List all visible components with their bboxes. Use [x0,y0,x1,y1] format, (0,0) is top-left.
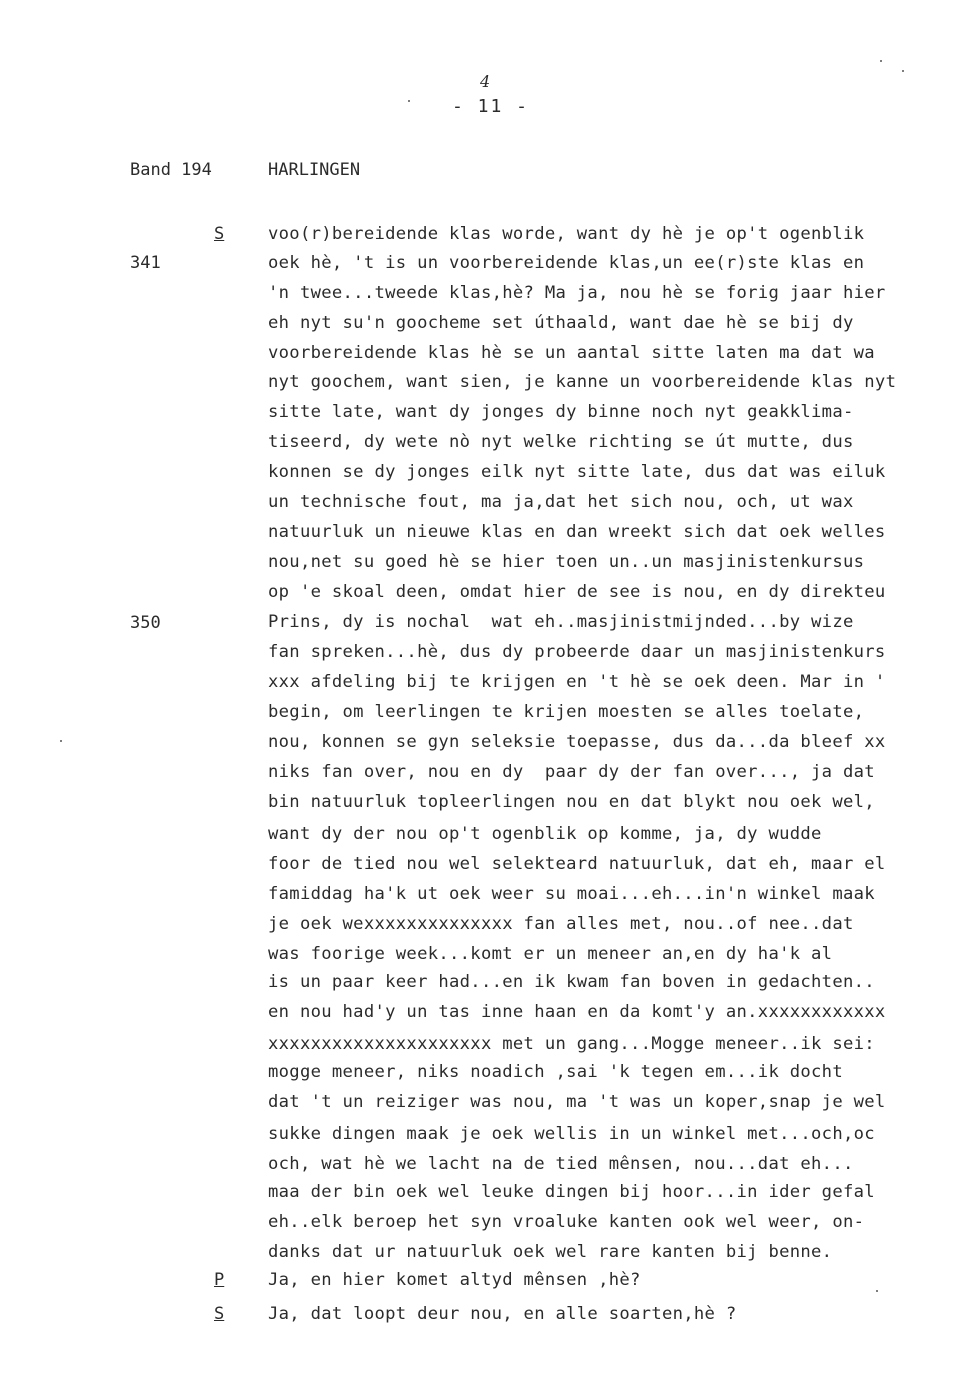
place-label: HARLINGEN [268,160,361,180]
transcript-line: mogge meneer, niks noadich ,sai 'k tegen em...ik docht [268,1062,843,1082]
scan-speck [408,100,410,102]
transcript-line: xxxxxxxxxxxxxxxxxxxxx met un gang...Mogge meneer..ik sei: [268,1034,875,1054]
transcript-line: je oek wexxxxxxxxxxxxxx fan alles met, nou..of nee..dat [268,914,854,934]
transcript-line: bin natuurluk topleerlingen nou en dat blykt nou oek wel, [268,792,875,812]
transcript-line: eh nyt su'n goocheme set úthaald, want dae hè se bij dy [268,313,854,333]
transcript-line: nou, konnen se gyn seleksie toepasse, dus da...da bleef xx [268,732,886,752]
transcript-line: was foorige week...komt er un meneer an,en dy ha'k al [268,944,833,964]
transcript-line: eh..elk beroep het syn vroaluke kanten ook wel weer, on- [268,1212,865,1232]
transcript-line: nyt goochem, want sien, je kanne un voorbereidende klas nyt [268,372,897,392]
transcript-line: maa der bin oek wel leuke dingen bij hoor...in ider gefal [268,1182,875,1202]
transcript-line: och, wat hè we lacht na de tied mênsen, nou...dat eh... [268,1154,854,1174]
transcript-line: voo(r)bereidende klas worde, want dy hè je op't ogenblik [268,224,865,244]
transcript-line: oek hè, 't is un voorbereidende klas,un ee(r)ste klas en [268,253,865,273]
scan-speck [60,740,62,742]
transcript-line: foor de tied nou wel selekteard natuurluk, dat eh, maar el [268,854,886,874]
scan-speck [876,1290,878,1292]
transcript-line: Ja, dat loopt deur nou, en alle soarten,hè ? [268,1304,737,1324]
speaker-label: P [214,1270,225,1290]
transcript-line: sitte late, want dy jonges dy binne noch nyt geakklima- [268,402,854,422]
scan-speck [902,70,904,72]
transcript-line: konnen se dy jonges eilk nyt sitte late, dus dat was eiluk [268,462,886,482]
transcript-line: Prins, dy is nochal wat eh..masjinistmijnded...by wize [268,612,854,632]
transcript-line: Ja, en hier komet altyd mênsen ,hè? [268,1270,641,1290]
transcript-line: sukke dingen maak je oek wellis in un winkel met...och,oc [268,1124,875,1144]
scan-speck [880,60,882,62]
tape-label: Band 194 [130,160,212,180]
margin-line-number: 341 [130,253,161,273]
speaker-label: S [214,224,225,244]
speaker-label: S [214,1304,225,1324]
transcript-line: natuurluk un nieuwe klas en dan wreekt sich dat oek welles [268,522,886,542]
transcript-line: xxx afdeling bij te krijgen en 't hè se oek deen. Mar in ' [268,672,886,692]
transcript-line: tiseerd, dy wete nò nyt welke richting se út mutte, dus [268,432,854,452]
page-number: - 11 - [452,96,530,117]
transcript-line: dat 't un reiziger was nou, ma 't was un koper,snap je wel [268,1092,886,1112]
transcript-line: nou,net su goed hè se hier toen un..un masjinistenkursus [268,552,865,572]
transcript-line: voorbereidende klas hè se un aantal sitte laten ma dat wa [268,343,875,363]
transcript-line: fan spreken...hè, dus dy probeerde daar un masjinistenkurs [268,642,886,662]
transcript-line: is un paar keer had...en ik kwam fan boven in gedachten.. [268,972,875,992]
transcript-line: danks dat ur natuurluk oek wel rare kanten bij benne. [268,1242,833,1262]
transcript-line: op 'e skoal deen, omdat hier de see is nou, en dy direkteu [268,582,886,602]
transcript-line: niks fan over, nou en dy paar dy der fan over..., ja dat [268,762,875,782]
transcript-line: begin, om leerlingen te krijen moesten se alles toelate, [268,702,865,722]
transcript-line: en nou had'y un tas inne haan en da komt'y an.xxxxxxxxxxxx [268,1002,886,1022]
transcript-line: want dy der nou op't ogenblik op komme, ja, dy wudde [268,824,822,844]
margin-line-number: 350 [130,613,161,633]
handwritten-page-number: 4 [480,72,491,91]
transcript-line: 'n twee...tweede klas,hè? Ma ja, nou hè se forig jaar hier [268,283,886,303]
transcript-line: famiddag ha'k ut oek weer su moai...eh...in'n winkel maak [268,884,875,904]
transcript-line: un technische fout, ma ja,dat het sich nou, och, ut wax [268,492,854,512]
